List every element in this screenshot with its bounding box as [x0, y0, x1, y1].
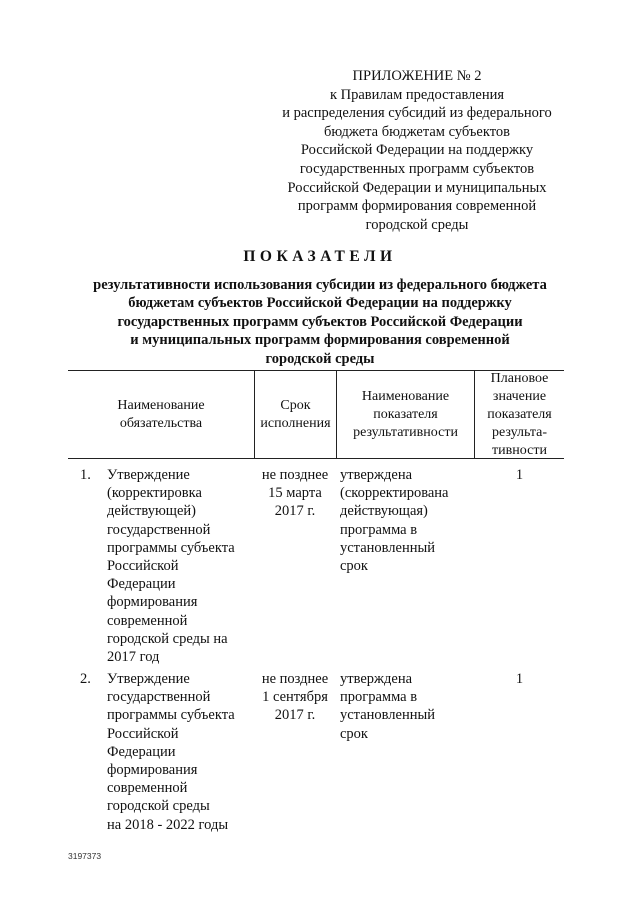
header-obligation: Наименование обязательства — [117, 397, 205, 431]
appendix-line: государственных программ субъектов — [299, 160, 535, 177]
appendix-line: городской среды — [365, 216, 469, 233]
row-obligation: Утверждение государственной программы субъекта Российской Федерации формирования современной городской среды на 2018 - 2022 годы — [107, 671, 235, 833]
appendix-line: ПРИЛОЖЕНИЕ № 2 — [352, 68, 482, 84]
appendix-heading — [272, 67, 562, 234]
row-planned-value: 1 — [515, 671, 524, 687]
appendix-line: Российской Федерации и муниципальных — [287, 179, 547, 196]
row-obligation: Утверждение (корректировка действующей) государственной программы субъекта Российской Федерации формирования современной городской среды на 2017 год — [107, 467, 235, 666]
row-deadline: не позднее 15 марта 2017 г. — [261, 467, 329, 520]
subtitle-line: городской среды — [265, 350, 375, 367]
document-title: ПОКАЗАТЕЛИ — [243, 248, 397, 265]
appendix-line: и распределения субсидий из федерального — [282, 105, 552, 122]
header-deadline: Срок исполнения — [260, 397, 331, 431]
row-planned-value: 1 — [515, 467, 524, 483]
appendix-line: к Правилам предоставления — [329, 86, 505, 103]
header-planned-value: Плановое значение показателя результа- тивности — [487, 370, 552, 458]
subtitle-line: государственных программ субъектов Российской Федерации — [117, 313, 523, 330]
row-indicator: утверждена программа в установленный срок — [340, 671, 435, 742]
appendix-line: программ формирования современной — [297, 198, 537, 215]
header-indicator: Наименование показателя результативности — [353, 388, 458, 440]
row-number: 1. — [80, 467, 91, 483]
subtitle-line: бюджетам субъектов Российской Федерации на поддержку — [128, 295, 512, 312]
appendix-line: бюджета бюджетам субъектов — [324, 123, 510, 140]
subtitle-line: результативности использования субсидии из федерального бюджета — [93, 277, 547, 293]
row-indicator: утверждена (скорректирована действующая) программа в установленный срок — [340, 467, 449, 575]
appendix-line: Российской Федерации на поддержку — [300, 142, 534, 159]
document-code: 3197373 — [68, 851, 102, 861]
subtitle-line: и муниципальных программ формирования современной — [130, 332, 510, 349]
document-subtitle — [66, 276, 574, 368]
row-deadline: не позднее 1 сентября 2017 г. — [261, 671, 329, 724]
row-number: 2. — [80, 671, 91, 687]
